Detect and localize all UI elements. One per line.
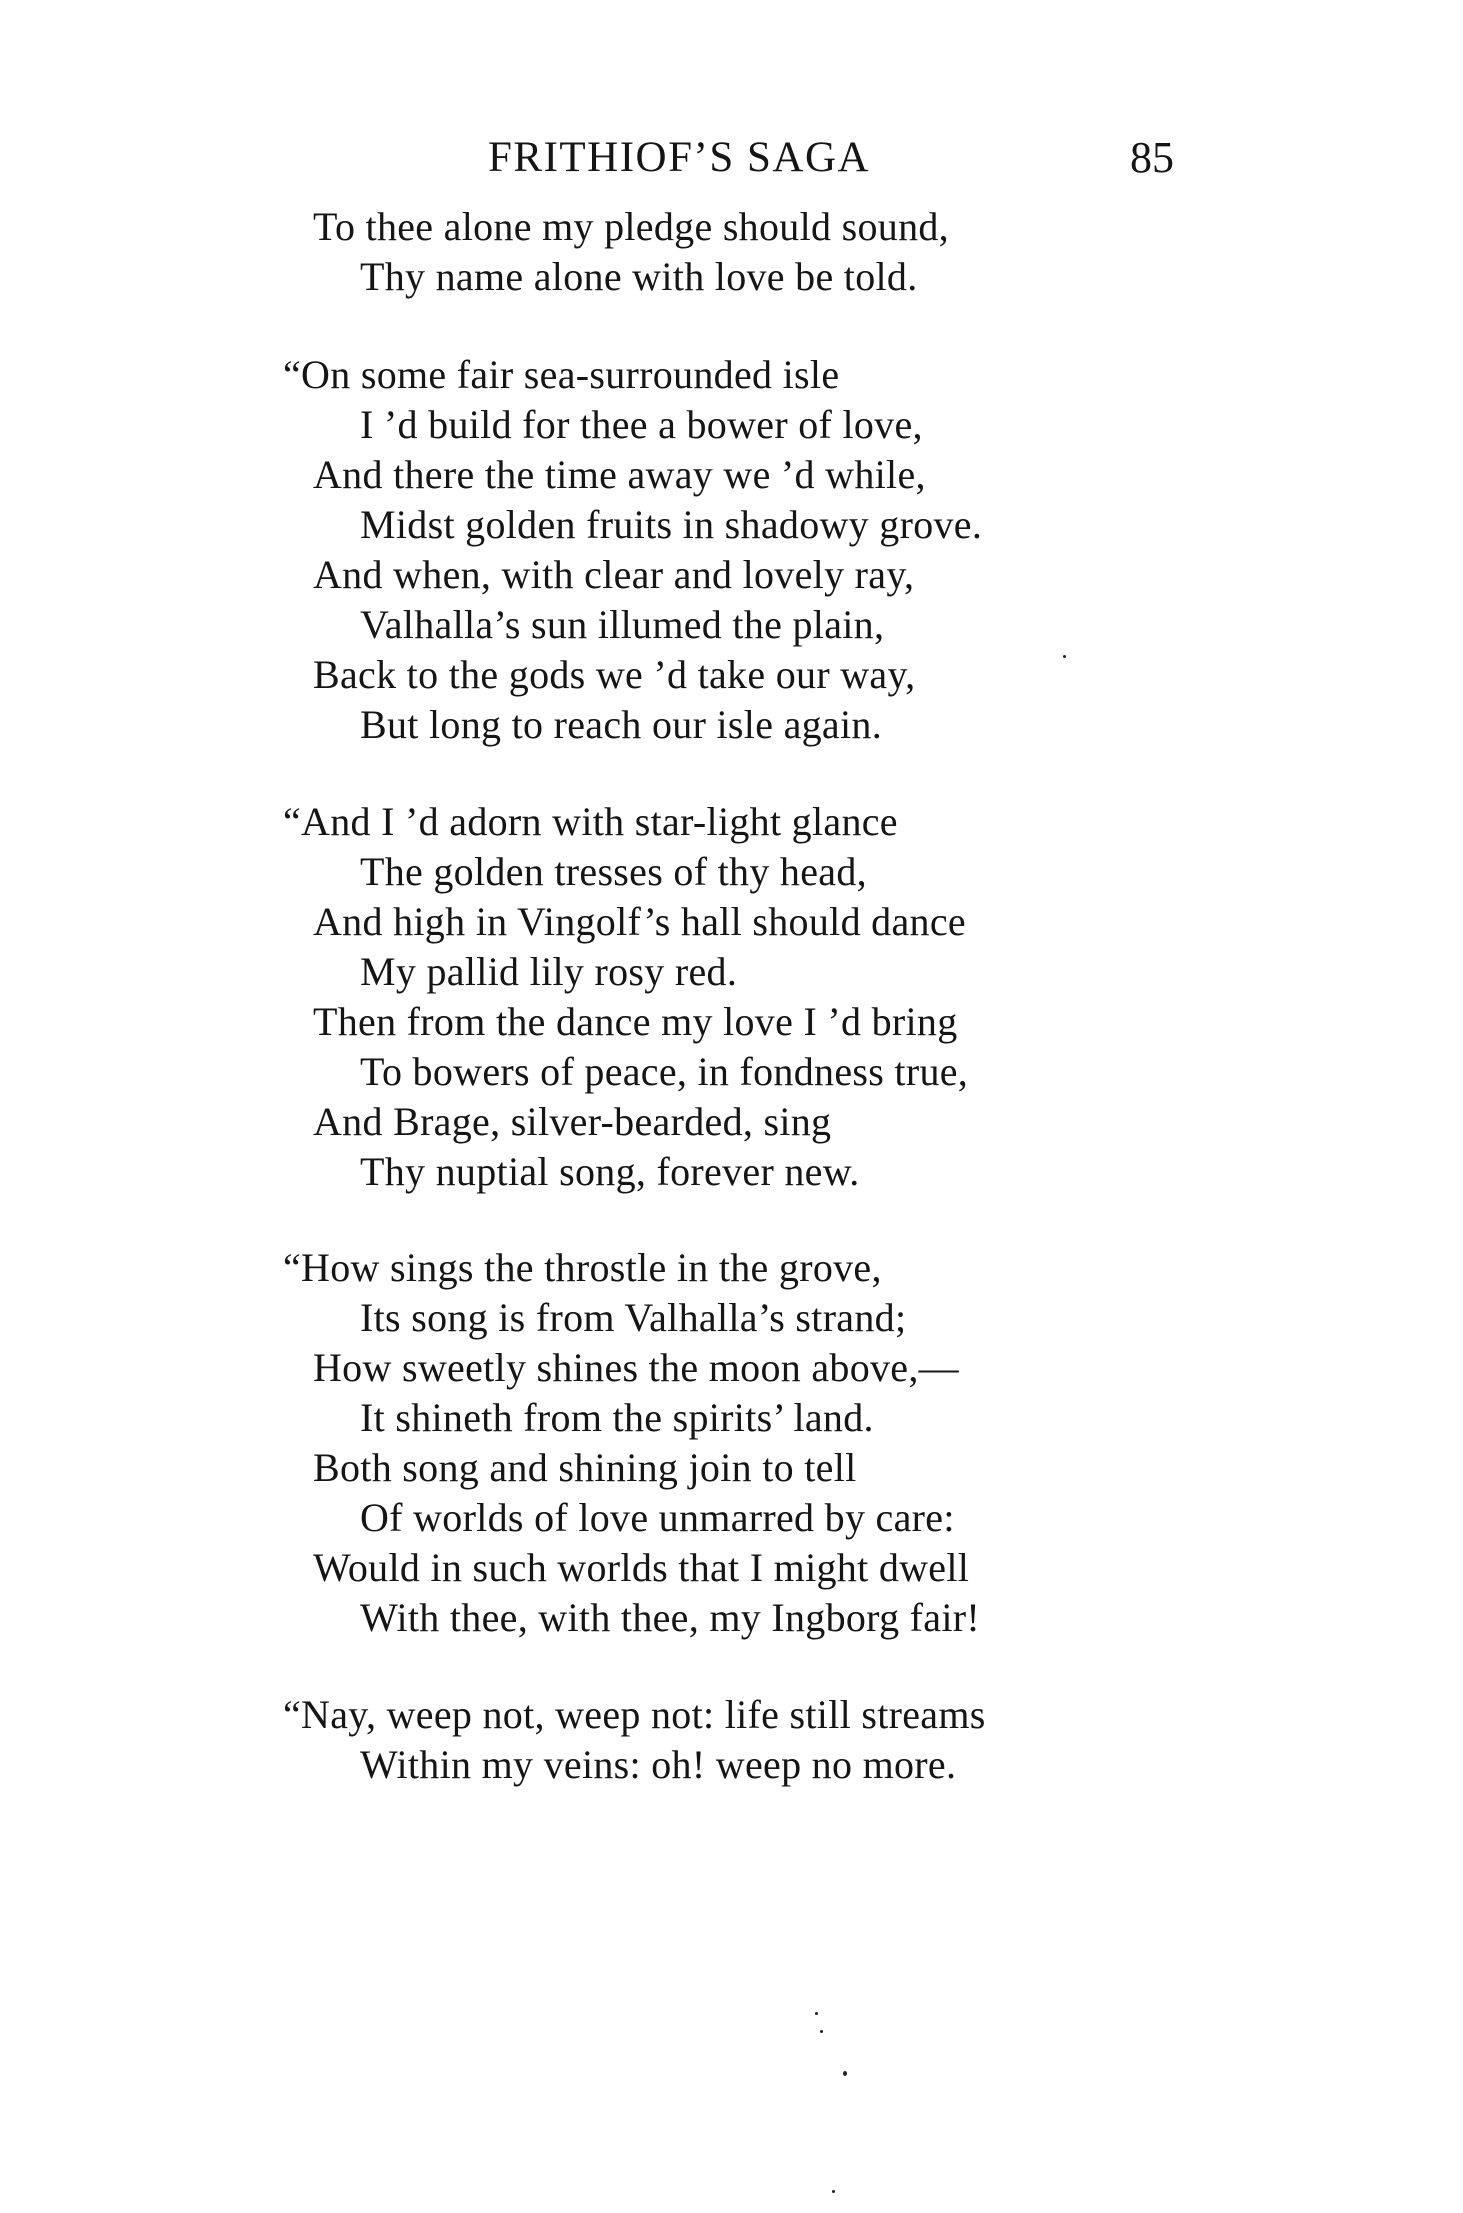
poem-line: Would in such worlds that I might dwell [313,1545,970,1590]
poem-line: How sweetly shines the moon above,— [313,1345,959,1390]
poem-line: And Brage, silver-bearded, sing [313,1099,832,1144]
page-number: 85 [1130,133,1174,182]
print-speck [1063,655,1066,658]
poem-line: With thee, with thee, my Ingborg fair! [360,1595,980,1640]
print-speck [832,2190,835,2193]
poem-line: “How sings the throstle in the grove, [283,1245,882,1290]
poem-line: Midst golden fruits in shadowy grove. [360,502,983,547]
poem-line: My pallid lily rosy red. [360,949,738,994]
poem-line: “Nay, weep not, weep not: life still streams [283,1692,986,1737]
print-speck [843,2071,847,2076]
print-speck [815,2012,818,2015]
poem-line: It shineth from the spirits’ land. [360,1395,874,1440]
poem-line: Thy nuptial song, forever new. [360,1149,860,1194]
poem-line: And high in Vingolf’s hall should dance [313,899,966,944]
print-speck [820,2030,823,2033]
poem-line: Thy name alone with love be told. [360,254,918,299]
poem-line: And there the time away we ’d while, [313,452,926,497]
poem-line: I ’d build for thee a bower of love, [360,402,923,447]
poem-line: Valhalla’s sun illumed the plain, [360,602,885,647]
poem-line: Back to the gods we ’d take our way, [313,652,916,697]
poem-line: And when, with clear and lovely ray, [313,552,915,597]
poem-line: To bowers of peace, in fondness true, [360,1049,969,1094]
poem-line: Within my veins: oh! weep no more. [360,1742,957,1787]
running-title: FRITHIOF’S SAGA [488,134,871,181]
poem-line: The golden tresses of thy head, [360,849,867,894]
poem-line: “And I ’d adorn with star-light glance [283,799,898,844]
poem-line: But long to reach our isle again. [360,702,882,747]
poem-line: Then from the dance my love I ’d bring [313,999,958,1044]
poem-line: Both song and shining join to tell [313,1445,857,1490]
poem-line: Of worlds of love unmarred by care: [360,1495,955,1540]
poem-line: Its song is from Valhalla’s strand; [360,1295,907,1340]
poem-line: “On some fair sea-surrounded isle [283,352,840,397]
poem-line: To thee alone my pledge should sound, [313,204,949,249]
